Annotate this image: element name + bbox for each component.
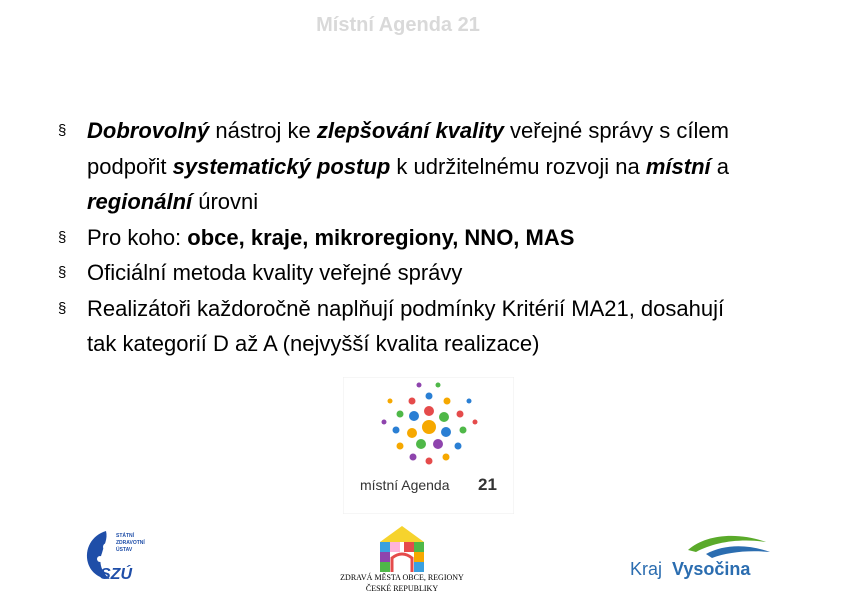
text: úrovni bbox=[192, 189, 259, 214]
text: Oficiální metoda kvality veřejné správy bbox=[87, 260, 463, 285]
vysocina-kraj: Kraj bbox=[630, 559, 663, 579]
ma21-logo bbox=[343, 377, 514, 514]
zdrava-line2: ČESKÉ REPUBLIKY bbox=[365, 584, 439, 593]
szu-logo bbox=[76, 527, 176, 587]
szu-line1: STÁTNÍ bbox=[116, 533, 135, 539]
vysocina-name: Vysočina bbox=[672, 559, 751, 579]
text: Realizátoři každoročně naplňují podmínky Kritérií MA21, dosahují tak kategorií D až A (nejvyšší kvalita realizace) bbox=[87, 295, 725, 356]
szu-line3: ÚSTAV bbox=[116, 547, 133, 553]
emphasis: regionální bbox=[87, 189, 193, 214]
zdrava-line1: ZDRAVÁ MĚSTA OBCE, REGIONY bbox=[340, 573, 464, 582]
emphasis: obce, kraje, mikroregiony, NNO, MAS bbox=[187, 224, 575, 250]
szu-line2: ZDRAVOTNÍ bbox=[116, 540, 145, 546]
bullet-item bbox=[58, 113, 758, 220]
emphasis: místní bbox=[645, 153, 711, 179]
emphasis: Dobrovolný bbox=[87, 118, 210, 143]
text: k udržitelnému rozvoji na bbox=[390, 153, 646, 179]
bullet-item bbox=[58, 255, 758, 291]
ma21-number: 21 bbox=[478, 475, 497, 494]
bullet-item bbox=[58, 220, 758, 256]
bullet-item bbox=[58, 291, 758, 362]
szu-mark: SZÚ bbox=[100, 566, 132, 583]
text: nástroj ke bbox=[209, 118, 317, 143]
bullet-marker: § bbox=[58, 264, 67, 281]
ma21-wordmark: místní Agenda bbox=[360, 477, 450, 493]
bullet-marker: § bbox=[58, 122, 67, 139]
emphasis: systematický postup bbox=[172, 153, 391, 179]
zdrava-house-icon bbox=[380, 526, 424, 572]
slide-title: Místní Agenda 21 bbox=[316, 14, 480, 36]
zdrava-mesta-logo bbox=[338, 522, 466, 595]
text: veřejné správy s cílem podpořit bbox=[87, 118, 729, 179]
text: a bbox=[710, 153, 729, 179]
bullet-list bbox=[58, 113, 758, 362]
bullet-marker: § bbox=[58, 299, 67, 317]
kraj-vysocina-logo bbox=[628, 530, 773, 582]
emphasis: zlepšování kvality bbox=[316, 118, 504, 143]
text: Pro koho: bbox=[87, 224, 188, 250]
bullet-marker: § bbox=[58, 228, 67, 246]
